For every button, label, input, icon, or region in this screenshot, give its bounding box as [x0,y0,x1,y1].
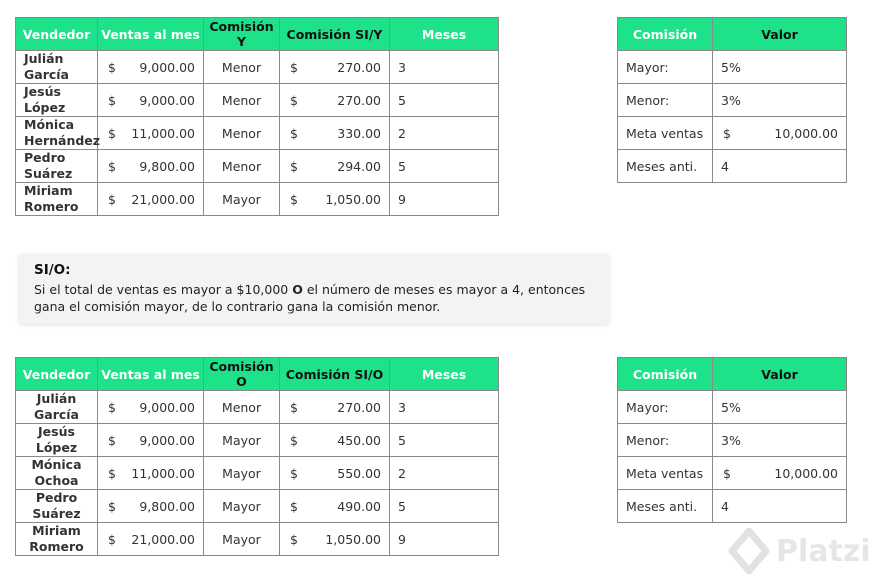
currency-symbol: $ [108,125,116,141]
months-cell[interactable]: 3 [390,51,499,84]
vendor-cell[interactable] [16,391,98,424]
months-cell[interactable]: 5 [390,490,499,523]
note-text [34,281,599,315]
table-row [618,490,847,523]
commission-cell[interactable]: Mayor [204,490,280,523]
sales-amount: 11,000.00 [131,125,195,141]
table-row [16,457,499,490]
header-comision-si: Comisión SI/Y [280,18,390,51]
header-ventas: Ventas al mes [98,358,204,391]
param-value[interactable] [713,117,847,150]
sales-table-and [15,17,499,216]
sales-amount: 21,000.00 [131,531,195,547]
months-cell[interactable]: 2 [390,117,499,150]
table-row [618,424,847,457]
currency-symbol: $ [723,465,731,481]
currency-symbol: $ [290,498,298,514]
vendor-cell[interactable] [16,457,98,490]
commission-cell[interactable]: Mayor [204,183,280,216]
vendor-cell[interactable] [16,490,98,523]
currency-symbol: $ [108,531,116,547]
header-comision: Comisión [618,358,713,391]
header-valor: Valor [713,18,847,51]
vendor-first-name: Pedro [24,150,66,165]
commission-si-cell[interactable] [280,457,390,490]
param-label[interactable]: Mayor: [618,51,713,84]
table-row [16,490,499,523]
table-row [16,523,499,556]
table-row [618,117,847,150]
param-label[interactable]: Meses anti. [618,490,713,523]
commission-amount: 490.00 [337,498,381,514]
sales-cell[interactable] [98,117,204,150]
currency-symbol: $ [108,59,116,75]
table-row [618,84,847,117]
months-cell[interactable]: 5 [390,150,499,183]
table-row [16,183,499,216]
sales-amount: 9,000.00 [139,92,195,108]
sales-cell[interactable] [98,523,204,556]
vendor-cell[interactable] [16,424,98,457]
currency-symbol: $ [108,191,116,207]
vendor-first-name: Julián [24,51,64,66]
commission-cell[interactable]: Menor [204,150,280,183]
vendor-first-name: Miriam [32,523,81,538]
commission-cell[interactable]: Menor [204,117,280,150]
months-cell[interactable]: 9 [390,183,499,216]
sales-cell[interactable] [98,457,204,490]
currency-symbol: $ [290,465,298,481]
commission-params-table-and [617,17,847,183]
note-text-bold: O [292,282,303,297]
platzi-wordmark: Platzi [776,534,871,569]
goal-amount: 10,000.00 [774,125,838,141]
vendor-cell[interactable] [16,523,98,556]
header-ventas: Ventas al mes [98,18,204,51]
table-row [16,84,499,117]
header-meses: Meses [390,358,499,391]
param-value[interactable]: 4 [713,150,847,183]
sales-cell[interactable] [98,490,204,523]
vendor-first-name: Julián [36,391,77,406]
sales-cell[interactable] [98,84,204,117]
header-row [16,18,499,51]
note-text-part-b: el número de meses es mayor a 4, entonces gana el comisión mayor, de lo contrario gana la comisión menor. [34,282,586,314]
commission-si-cell[interactable] [280,424,390,457]
header-valor: Valor [713,358,847,391]
header-vendedor: Vendedor [16,18,98,51]
currency-symbol: $ [290,158,298,174]
param-value[interactable]: 3% [713,424,847,457]
sales-cell[interactable] [98,51,204,84]
sales-cell[interactable] [98,391,204,424]
sales-cell[interactable] [98,424,204,457]
platzi-logo-icon [728,528,770,574]
header-meses: Meses [390,18,499,51]
vendor-last-name: López [24,100,66,115]
currency-symbol: $ [290,399,298,415]
currency-symbol: $ [108,432,116,448]
header-row [618,18,847,51]
note-text-part-a: Si el total de ventas es mayor a $10,000 [34,282,293,297]
commission-si-cell[interactable] [280,523,390,556]
currency-symbol: $ [108,158,116,174]
vendor-first-name: Jesús [24,84,61,99]
commission-cell[interactable]: Menor [204,391,280,424]
currency-symbol: $ [108,399,116,415]
commission-params-table-or [617,357,847,523]
note-title: SI/O: [34,262,71,278]
sales-amount: 9,000.00 [139,432,195,448]
sales-amount: 21,000.00 [131,191,195,207]
sales-amount: 11,000.00 [131,465,195,481]
table-row [618,150,847,183]
sales-amount: 9,000.00 [139,399,195,415]
commission-amount: 450.00 [337,432,381,448]
commission-amount: 270.00 [337,92,381,108]
si-o-explanation-box [19,254,609,324]
commission-si-cell[interactable] [280,117,390,150]
header-vendedor: Vendedor [16,358,98,391]
months-cell[interactable]: 5 [390,424,499,457]
header-comision-si: Comisión SI/O [280,358,390,391]
param-label[interactable]: Mayor: [618,391,713,424]
vendor-first-name: Jesús [38,424,75,439]
commission-amount: 330.00 [337,125,381,141]
vendor-last-name: Ochoa [34,473,79,488]
table-row [16,391,499,424]
table-row [16,150,499,183]
commission-cell[interactable]: Mayor [204,457,280,490]
commission-cell[interactable]: Menor [204,84,280,117]
commission-si-cell[interactable] [280,51,390,84]
table-row [16,51,499,84]
commission-amount: 1,050.00 [325,531,381,547]
param-value[interactable]: 5% [713,51,847,84]
currency-symbol: $ [290,432,298,448]
vendor-cell[interactable] [16,117,101,150]
commission-amount: 1,050.00 [325,191,381,207]
commission-amount: 294.00 [337,158,381,174]
param-label[interactable]: Meta ventas [618,117,713,150]
currency-symbol: $ [108,92,116,108]
commission-cell[interactable]: Mayor [204,523,280,556]
param-label[interactable]: Meses anti. [618,150,713,183]
currency-symbol: $ [290,125,298,141]
months-cell[interactable]: 2 [390,457,499,490]
commission-si-cell[interactable] [280,391,390,424]
currency-symbol: $ [290,92,298,108]
commission-cell[interactable]: Menor [204,51,280,84]
param-value[interactable]: 4 [713,490,847,523]
sales-cell[interactable] [98,183,204,216]
sales-amount: 9,800.00 [139,158,195,174]
commission-cell[interactable]: Mayor [204,424,280,457]
commission-si-cell[interactable] [280,490,390,523]
sales-table-or [15,357,499,556]
param-value[interactable] [713,457,847,490]
vendor-cell[interactable] [16,84,98,117]
param-label[interactable]: Meta ventas [618,457,713,490]
sales-amount: 9,800.00 [139,498,195,514]
vendor-last-name: García [34,407,79,422]
commission-si-cell[interactable] [280,150,390,183]
vendor-cell[interactable] [16,183,98,216]
currency-symbol: $ [290,59,298,75]
currency-symbol: $ [723,125,731,141]
table-row [618,391,847,424]
commission-amount: 270.00 [337,59,381,75]
table-row [16,117,499,150]
currency-symbol: $ [290,191,298,207]
table-row [618,457,847,490]
months-cell[interactable]: 5 [390,84,499,117]
commission-amount: 270.00 [337,399,381,415]
commission-si-cell[interactable] [280,183,390,216]
param-value[interactable]: 3% [713,84,847,117]
vendor-first-name: Miriam [24,183,73,198]
vendor-last-name: López [35,440,78,455]
header-comision: Comisión [618,18,713,51]
param-label[interactable]: Menor: [618,84,713,117]
currency-symbol: $ [290,531,298,547]
platzi-watermark [728,528,878,578]
commission-amount: 550.00 [337,465,381,481]
param-value[interactable]: 5% [713,391,847,424]
vendor-first-name: Pedro [35,490,78,505]
commission-si-cell[interactable] [280,84,390,117]
sales-amount: 9,000.00 [139,59,195,75]
table-row [618,51,847,84]
vendor-cell[interactable] [16,51,98,84]
currency-symbol: $ [108,465,116,481]
sales-cell[interactable] [98,150,204,183]
vendor-last-name: García [24,67,69,82]
currency-symbol: $ [108,498,116,514]
vendor-last-name: Romero [29,539,84,554]
header-comision: Comisión Y [204,18,280,51]
vendor-last-name: Suárez [24,166,73,181]
table-row [16,424,499,457]
header-comision: Comisión O [204,358,280,391]
vendor-first-name: Mónica [24,117,75,132]
header-row [16,358,499,391]
vendor-last-name: Hernández [24,133,101,148]
vendor-last-name: Suárez [32,506,81,521]
vendor-cell[interactable] [16,150,98,183]
months-cell[interactable]: 9 [390,523,499,556]
param-label[interactable]: Menor: [618,424,713,457]
vendor-first-name: Mónica [31,457,82,472]
months-cell[interactable]: 3 [390,391,499,424]
header-row [618,358,847,391]
vendor-last-name: Romero [24,199,79,214]
goal-amount: 10,000.00 [774,465,838,481]
